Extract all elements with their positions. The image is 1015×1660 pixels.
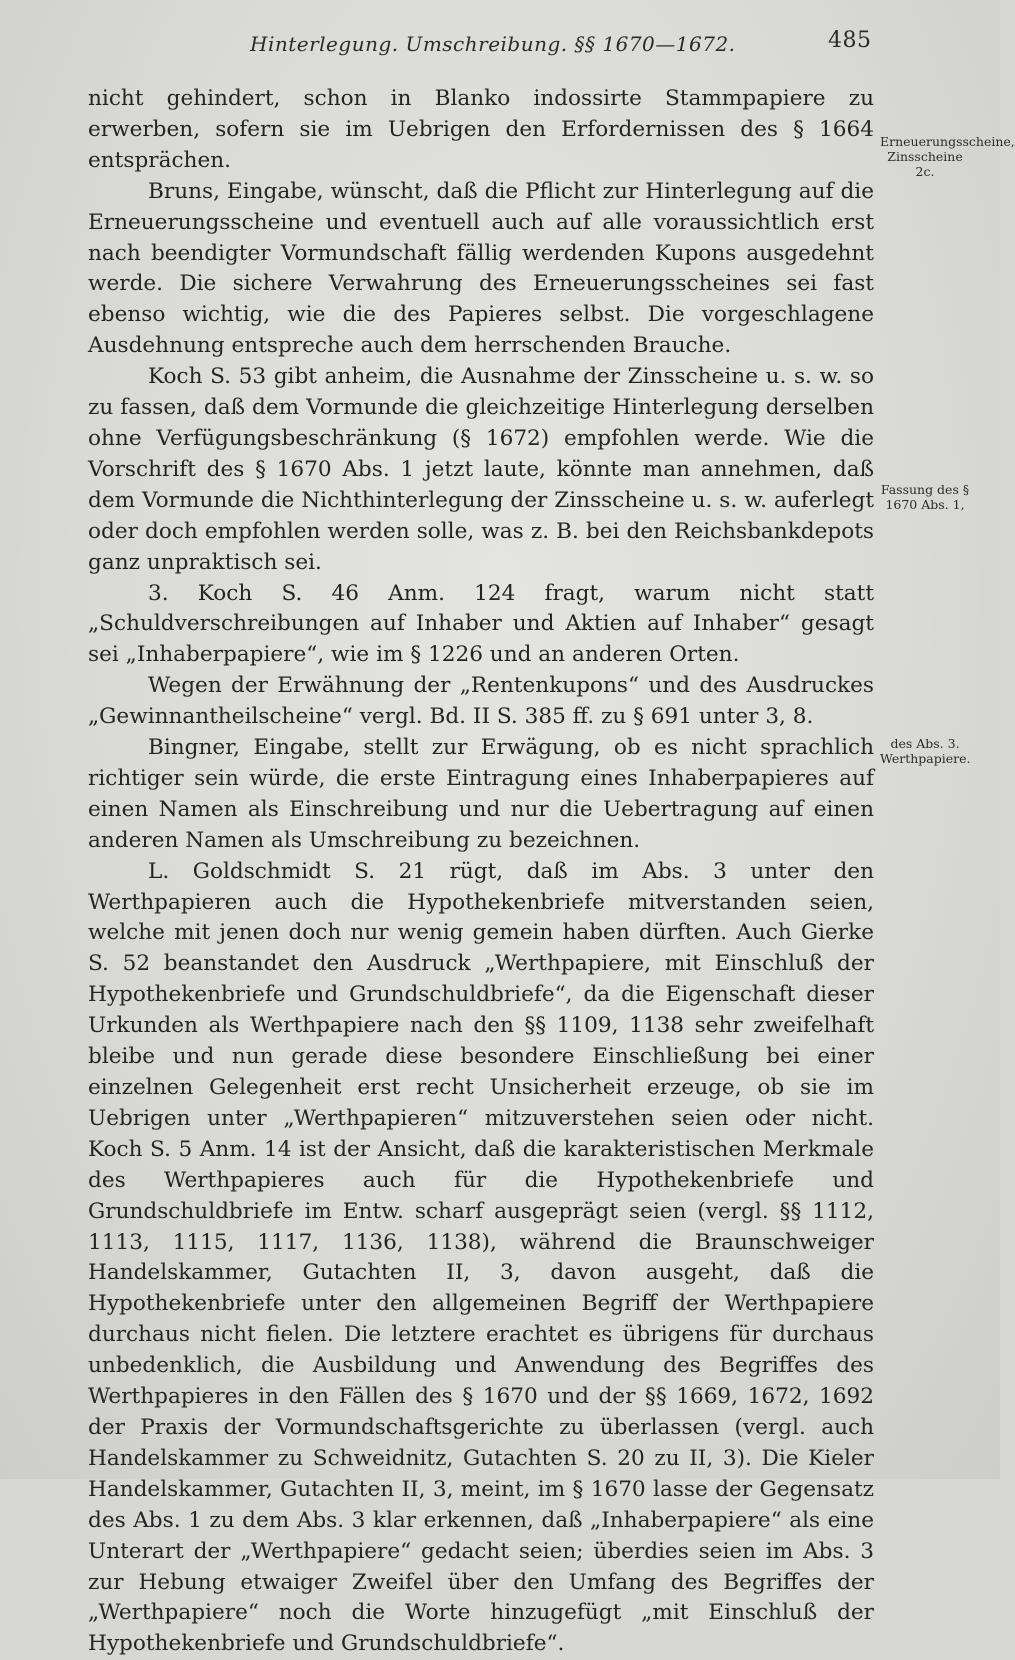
paragraph-goldschmidt: L. Goldschmidt S. 21 rügt, daß im Abs. 3 unter den Werthpapieren auch die Hypothekenbriefe mitverstanden seien, welche mit jenen doch nur wenig gemein haben dürften. Auch Gierke S. 52 beanstandet den Ausdruck „Werthpapiere, mit Einschluß der Hypothekenbriefe und Grundschuldbriefe“, da die Eigenschaft dieser Urkunden als Werthpapiere nach den §§ 1109, 1138 sehr zweifelhaft bleibe und nun gerade diese besondere Einschließung bei einer einzelnen Gelegenheit erst recht Unsicherheit erzeuge, ob sie im Uebrigen unter „Werthpapieren“ mitzuverstehen seien oder nicht. Koch S. 5 Anm. 14 ist der Ansicht, daß die karakteristischen Merkmale des Werthpapieres auch für die Hypothekenbriefe und Grundschuldbriefe im Entw. scharf ausgeprägt seien (vergl. §§ 1112, 1113, 1115, 1117, 1136, 1138), während die Braunschweiger Handelskammer, Gutachten II, 3, davon ausgeht, daß die Hypothekenbriefe unter den allgemeinen Begriff der Werthpapiere durchaus nicht fielen. Die letztere erachtet es übrigens für durchaus unbedenklich, die Ausbildung und Anwendung des Begriffes des Werthpapieres in den Fällen des § 1670 und der §§ 1669, 1672, 1692 der Praxis der Vormundschaftsgerichte zu überlassen (vergl. auch Handelskammer zu Schweidnitz, Gutachten S. 20 zu II, 3). Die Kieler Handelskammer, Gutachten II, 3, meint, im § 1670 lasse der Gegensatz des Abs. 1 zu dem Abs. 3 klar erkennen, daß „Inhaberpapiere“ als eine Unterart der „Werthpapiere“ gedacht seien; überdies seien im Abs. 3 zur Hebung etwaiger Zweifel über den Umfang des Begriffes der „Werthpapiere“ noch die Worte hinzugefügt „mit Einschluß der Hypothekenbriefe und Grundschuldbriefe“.	[88, 858, 874, 1657]
paragraph-continuation: nicht gehindert, schon in Blanko indossirte Stammpapiere zu erwerben, sofern sie im Uebrigen den Erfordernissen des § 1664 entsprächen.	[88, 86, 874, 173]
paragraph-point-3: 3. Koch S. 46 Anm. 124 fragt, warum nicht statt „Schuldverschreibungen auf Inhaber und Aktien auf Inhaber“ gesagt sei „Inhaberpapiere“, wie im § 1226 und an anderen Orten.	[88, 580, 874, 668]
margin-note-erneuerungsscheine: Erneuerungsscheine, Zinsscheine 2c.	[880, 134, 1015, 179]
margin-note-fassung: Fassung des § 1670 Abs. 1,	[880, 482, 970, 512]
body-text	[88, 84, 874, 1660]
margin-note-werthpapiere: des Abs. 3. Werthpapiere.	[880, 736, 971, 766]
paragraph-rentenkupons: Wegen der Erwähnung der „Rentenkupons“ und des Ausdruckes „Gewinnantheilscheine“ vergl. Bd. II S. 385 ff. zu § 691 unter 3, 8.	[88, 673, 874, 730]
paragraph-bingner: Bingner, Eingabe, stellt zur Erwägung, ob es nicht sprachlich richtiger sein würde, die erste Eintragung eines Inhaberpapieres auf einen Namen als Einschreibung und nur die Uebertragung auf einen anderen Namen als Umschreibung zu bezeichnen.	[88, 735, 874, 853]
paragraph-koch-53: Koch S. 53 gibt anheim, die Ausnahme der Zinsscheine u. s. w. so zu fassen, daß dem Vormunde die gleichzeitige Hinterlegung derselben ohne Verfügungsbeschränkung (§ 1672) empfohlen werde. Wie die Vorschrift des § 1670 Abs. 1 jetzt laute, könnte man annehmen, daß dem Vormunde die Nichthinterlegung der Zinsscheine u. s. w. auferlegt oder doch empfohlen werden solle, was z. B. bei den Reichsbankdepots ganz unpraktisch sei.	[88, 364, 874, 575]
paragraph-bruns: Bruns, Eingabe, wünscht, daß die Pflicht zur Hinterlegung auf die Erneuerungsscheine und eventuell auch auf alle voraussichtlich erst nach beendigter Vormundschaft fällig werdenden Kupons ausgedehnt werde. Die sichere Verwahrung des Erneuerungsscheines sei fast ebenso wichtig, wie die des Papieres selbst. Die vorgeschlagene Ausdehnung entspreche auch dem herrschenden Brauche.	[88, 178, 874, 359]
running-title: Hinterlegung. Umschreibung. §§ 1670—1672.	[250, 32, 736, 56]
page-number: 485	[828, 28, 872, 53]
